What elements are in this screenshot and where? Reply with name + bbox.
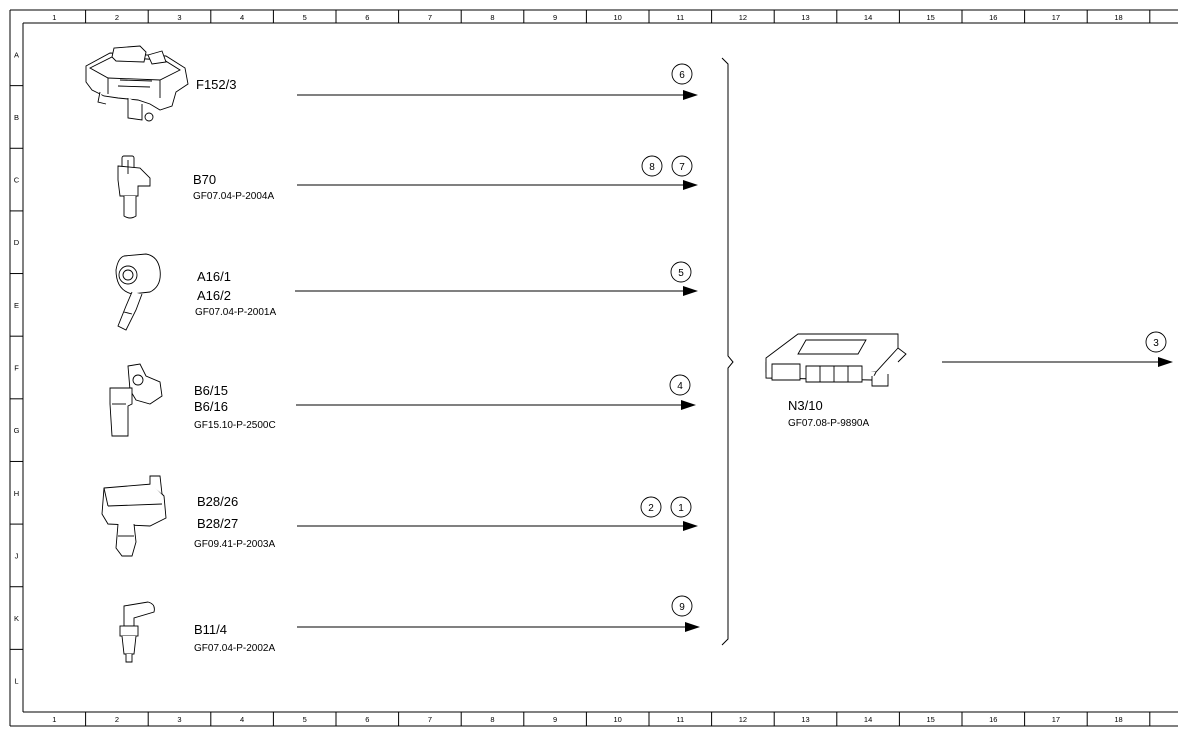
- column-number: 14: [863, 13, 873, 22]
- column-ruler-bottom: [52, 712, 1150, 726]
- column-number: 6: [365, 13, 370, 22]
- column-number: 8: [490, 13, 495, 22]
- fuse-relay-box-icon: [86, 46, 188, 121]
- circled-marker: [672, 64, 692, 84]
- knock-sensor-icon: [116, 254, 160, 330]
- row-letter: D: [13, 238, 20, 248]
- component-label: B28/26: [197, 494, 239, 509]
- control-unit-label: N3/10: [788, 398, 823, 413]
- svg-text:4: 4: [677, 381, 683, 392]
- svg-text:6: 6: [679, 70, 685, 81]
- column-ruler-top: [52, 10, 1150, 23]
- svg-text:9: 9: [679, 602, 685, 613]
- row-letter: H: [13, 488, 20, 498]
- arrowhead-icon: [683, 521, 698, 531]
- row-letter: E: [13, 300, 20, 310]
- column-number: 15: [926, 715, 935, 724]
- svg-text:5: 5: [678, 268, 684, 279]
- column-number: 2: [114, 715, 119, 724]
- document-reference: GF15.10-P-2500C: [194, 420, 276, 431]
- column-number: 8: [490, 715, 495, 724]
- svg-text:2: 2: [648, 503, 654, 514]
- row-letter: L: [14, 676, 19, 686]
- column-number: 9: [553, 13, 558, 22]
- control-unit-icon: [766, 334, 906, 386]
- column-number: 1: [52, 715, 57, 724]
- component-label: B70: [193, 172, 217, 187]
- arrowhead-icon: [685, 622, 700, 632]
- crankshaft-sensor-icon: [118, 156, 150, 218]
- column-number: 4: [240, 13, 245, 22]
- column-number: 6: [365, 715, 370, 724]
- component-a16: [116, 254, 698, 330]
- circled-marker: [670, 375, 690, 395]
- column-number: 13: [801, 13, 810, 22]
- column-number: 14: [863, 715, 873, 724]
- component-label: B6/15: [194, 383, 228, 398]
- document-reference: GF07.04-P-2001A: [195, 307, 277, 318]
- row-letter: J: [14, 551, 19, 561]
- column-number: 3: [177, 13, 182, 22]
- column-number: 7: [427, 715, 432, 724]
- column-number: 5: [302, 715, 307, 724]
- input-bracket: [722, 58, 733, 645]
- arrowhead-icon: [683, 180, 698, 190]
- column-number: 3: [177, 715, 182, 724]
- row-ruler-left: [10, 50, 23, 685]
- column-number: 17: [1051, 715, 1061, 724]
- column-number: 13: [801, 715, 810, 724]
- component-label: F152/3: [196, 77, 237, 92]
- component-b70: [118, 156, 698, 218]
- row-letter: B: [13, 112, 20, 122]
- row-letter: C: [13, 175, 20, 185]
- circled-marker: [672, 156, 692, 176]
- column-number: 5: [302, 13, 307, 22]
- column-number: 17: [1051, 13, 1061, 22]
- circled-marker: [672, 596, 692, 616]
- component-b6: [110, 364, 696, 436]
- row-letter: A: [13, 50, 20, 60]
- column-number: 11: [676, 13, 685, 22]
- arrowhead-icon: [1158, 357, 1173, 367]
- column-number: 10: [613, 715, 622, 724]
- document-reference: GF07.04-P-2002A: [194, 643, 276, 654]
- circled-marker: [641, 497, 661, 517]
- column-number: 15: [926, 13, 935, 22]
- component-f152-3: [86, 46, 698, 121]
- circled-marker: [671, 497, 691, 517]
- column-number: 7: [427, 13, 432, 22]
- component-label: B6/16: [194, 399, 228, 414]
- column-number: 2: [114, 13, 119, 22]
- column-number: 11: [676, 715, 685, 724]
- row-letter: G: [13, 426, 20, 436]
- column-number: 12: [738, 715, 748, 724]
- document-reference: GF07.04-P-2004A: [193, 191, 275, 202]
- row-letter: K: [13, 614, 20, 624]
- column-number: 16: [989, 715, 998, 724]
- circled-marker: [1146, 332, 1166, 352]
- column-number: 12: [738, 13, 748, 22]
- control-unit-n3-10: [766, 332, 1173, 429]
- drawing-frame: [10, 10, 1178, 726]
- column-number: 18: [1114, 13, 1123, 22]
- arrowhead-icon: [683, 286, 698, 296]
- circled-marker: [671, 262, 691, 282]
- camshaft-sensor-icon: [110, 364, 162, 436]
- document-reference: GF09.41-P-2003A: [194, 539, 276, 550]
- component-label: A16/2: [197, 288, 231, 303]
- arrowhead-icon: [681, 400, 696, 410]
- arrowhead-icon: [683, 90, 698, 100]
- column-number: 1: [52, 13, 57, 22]
- column-number: 4: [240, 715, 245, 724]
- column-number: 9: [553, 715, 558, 724]
- column-number: 10: [613, 13, 622, 22]
- svg-text:1: 1: [678, 503, 684, 514]
- circled-marker: [642, 156, 662, 176]
- row-letter: F: [14, 363, 19, 373]
- column-number: 16: [989, 13, 998, 22]
- svg-text:7: 7: [679, 162, 685, 173]
- component-label: B28/27: [197, 516, 239, 531]
- document-reference: GF07.08-P-9890A: [788, 418, 870, 429]
- component-b28: [102, 476, 698, 556]
- svg-text:8: 8: [649, 162, 655, 173]
- component-label: A16/1: [197, 269, 231, 284]
- component-label: B11/4: [194, 622, 228, 637]
- svg-text:3: 3: [1153, 338, 1159, 349]
- column-number: 18: [1114, 715, 1123, 724]
- component-b11-4: [120, 596, 700, 662]
- pressure-sensor-icon: [102, 476, 166, 556]
- temperature-sensor-icon: [120, 602, 154, 662]
